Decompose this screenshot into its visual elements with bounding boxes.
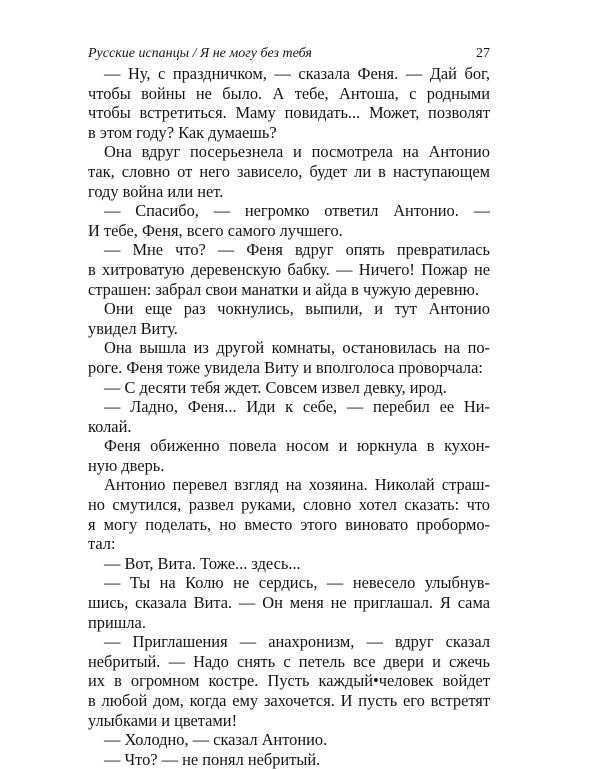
text-line: я могу поделать, но вместо этого виновато пробормо- bbox=[88, 514, 490, 534]
text-line: — Приглашения — анахронизм, — вдруг сказал bbox=[104, 632, 490, 652]
text-line: страшен: забрал свои манатки и айда в чужую деревню. bbox=[88, 279, 480, 299]
text-line: так, словно от него зависело, будет ли в наступающем bbox=[88, 161, 490, 181]
text-line: И тебе, Феня, всего самого лучшего. bbox=[88, 220, 343, 240]
text-line: — Ну, с праздничком, — сказала Феня. — Дай бог, bbox=[104, 64, 490, 83]
text-line: чтобы войны не было. А тебе, Антоша, с родными bbox=[88, 83, 490, 103]
text-line: в хитроватую деревенскую бабку. — Ничего! Пожар не bbox=[88, 259, 490, 279]
page-number: 27 bbox=[476, 46, 490, 61]
text-line: шись, сказала Вита. — Он меня не приглашал. Я сама bbox=[88, 593, 490, 613]
text-line: роге. Феня тоже увидела Виту и вполголоса проворчала: bbox=[88, 357, 483, 377]
text-line: Феня обиженно повела носом и юркнула в кухон- bbox=[104, 436, 490, 456]
text-line: — Мне что? — Феня вдруг опять превратилась bbox=[104, 240, 490, 260]
text-line: — Ладно, Феня... Иди к себе, — перебил ее Ни- bbox=[104, 397, 490, 417]
text-line: в этом году? Как думаешь? bbox=[88, 122, 277, 142]
text-line: тал: bbox=[88, 534, 116, 554]
text-line: Антонио перевел взгляд на хозяина. Николай страш- bbox=[104, 475, 490, 495]
text-line: Она вышла из другой комнаты, остановилась на по- bbox=[104, 338, 490, 358]
text-line: — Ты на Колю не сердись, — невесело улыбнув- bbox=[104, 573, 490, 593]
text-line: небритый. — Надо снять с петель все двери и сжечь bbox=[88, 651, 490, 671]
text-line: Она вдруг посерьезнела и посмотрела на Антонио bbox=[104, 142, 490, 162]
text-line: пришла. bbox=[88, 612, 146, 632]
text-line: — Что? — не понял небритый. bbox=[104, 749, 321, 769]
text-line: колай. bbox=[88, 416, 132, 436]
text-line: — Холодно, — сказал Антонио. bbox=[104, 730, 328, 750]
running-title: Русские испанцы / Я не могу без тебя bbox=[88, 46, 312, 61]
text-line: но смутился, развел руками, словно хотел сказать: что bbox=[88, 495, 490, 515]
text-line: ную дверь. bbox=[88, 455, 165, 475]
text-line: — С десяти тебя ждет. Совсем извел девку, ирод. bbox=[104, 377, 447, 397]
running-header bbox=[88, 44, 490, 64]
text-line: в любой дом, когда ему захочется. И пусть его встретят bbox=[88, 691, 490, 710]
text-line: году война или нет. bbox=[88, 181, 224, 201]
text-line: — Вот, Вита. Тоже... здесь... bbox=[104, 553, 301, 573]
text-line: улыбками и цветами! bbox=[88, 710, 238, 730]
text-line: Они еще раз чокнулись, выпили, и тут Антонио bbox=[104, 299, 490, 319]
text-line: чтобы встретиться. Маму повидать... Может, позволят bbox=[88, 103, 490, 123]
body-text bbox=[88, 64, 490, 769]
text-line: их в огромном костре. Пусть каждый•человек войдет bbox=[88, 671, 490, 691]
text-line: увидел Виту. bbox=[88, 318, 178, 338]
text-line: — Спасибо, — негромко ответил Антонио. — bbox=[104, 201, 490, 221]
